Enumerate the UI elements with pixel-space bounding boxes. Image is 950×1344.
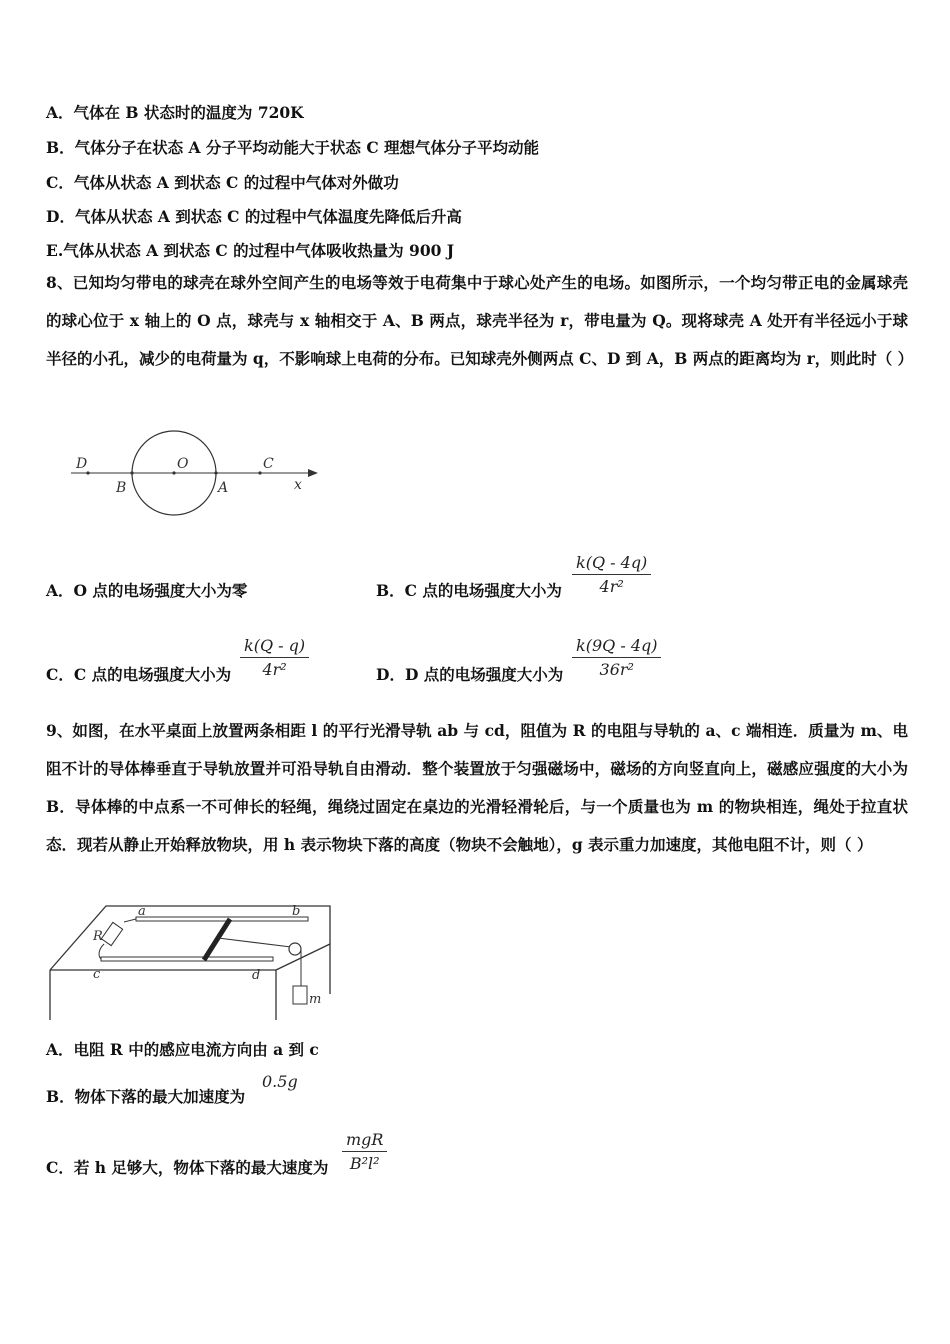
q8-option-a: A．O 点的电场强度大小为零: [46, 581, 248, 600]
q7-option-c: C．气体从状态 A 到状态 C 的过程中气体对外做功: [46, 173, 399, 192]
q8-option-b-formula: [572, 553, 651, 596]
label-c: c: [93, 967, 101, 982]
label-b: b: [292, 904, 301, 919]
q8-figure-sphere-on-x-axis: [66, 428, 326, 523]
q8-b-numerator: k(Q - 4q): [572, 553, 651, 575]
q9-figure-rails-on-table: [44, 900, 344, 1025]
label-B: B: [116, 480, 127, 496]
q8-d-numerator: k(9Q - 4q): [572, 636, 661, 658]
q7-option-d: D．气体从状态 A 到状态 C 的过程中气体温度先降低后升高: [46, 207, 462, 226]
label-A: A: [218, 480, 229, 496]
q7-option-a: A．气体在 B 状态时的温度为 720K: [46, 103, 304, 122]
q7-option-e: E.气体从状态 A 到状态 C 的过程中气体吸收热量为 900 J: [46, 241, 455, 260]
q9-stem: 9、如图，在水平桌面上放置两条相距 l 的平行光滑导轨 ab 与 cd，阻值为 R 的电阻与导轨的 a、c 端相连．质量为 m、电阻不计的导体棒垂直于导轨放置并可沿导轨自由滑动．整个装置放于匀强磁场中，磁场的方向竖直向上，磁感应强度的大小为 B．导体棒的中点系一不可伸长的轻绳，绳绕过固定在桌边的光滑轻滑轮后，与一个质量也为 m 的物块相连，绳处于拉直状态．现若从静止开始释放物块，用 h 表示物块下落的高度（物块不会触地），g 表示重力加速度，其他电阻不计，则（ ）: [46, 721, 908, 854]
q7-option-b: B．气体分子在状态 A 分子平均动能大于状态 C 理想气体分子平均动能: [46, 138, 540, 157]
label-O: O: [177, 456, 189, 472]
q9-c-numerator: mgR: [342, 1130, 387, 1152]
label-D: D: [76, 456, 88, 472]
q8-d-denominator: 36r²: [599, 660, 634, 679]
label-m: m: [309, 992, 322, 1007]
q9-option-c-formula: [342, 1130, 387, 1173]
label-R: R: [93, 929, 103, 944]
q8-c-numerator: k(Q - q): [240, 636, 309, 658]
q9-option-a: A．电阻 R 中的感应电流方向由 a 到 c: [46, 1040, 319, 1059]
q9-option-c: C．若 h 足够大，物体下落的最大速度为: [46, 1158, 329, 1177]
q9-option-b-value: 0.5g: [262, 1072, 298, 1091]
q8-option-b: B．C 点的电场强度大小为: [376, 581, 562, 600]
q9-option-b: B．物体下落的最大加速度为: [46, 1087, 246, 1106]
q9-c-denominator: B²l²: [349, 1154, 380, 1173]
label-C: C: [263, 456, 274, 472]
label-d: d: [252, 968, 261, 983]
q8-c-denominator: 4r²: [262, 660, 287, 679]
q8-option-d-formula: [572, 636, 661, 679]
q8-b-denominator: 4r²: [599, 577, 624, 596]
q8-stem: 8、已知均匀带电的球壳在球外空间产生的电场等效于电荷集中于球心处产生的电场。如图所示，一个均匀带正电的金属球壳的球心位于 x 轴上的 O 点，球壳与 x 轴相交于 A、B 两点，球壳半径为 r，带电量为 Q。现将球壳 A 处开有半径远小于球半径的小孔，减少的电荷量为 q，不影响球上电荷的分布。已知球壳外侧两点 C、D 到 A，B 两点的距离均为 r，则此时（ ）: [46, 273, 914, 368]
label-a: a: [138, 904, 146, 919]
q8-option-d: D．D 点的电场强度大小为: [376, 665, 564, 684]
label-x: x: [294, 477, 302, 493]
q8-option-c: C．C 点的电场强度大小为: [46, 665, 232, 684]
q8-option-c-formula: [240, 636, 309, 679]
